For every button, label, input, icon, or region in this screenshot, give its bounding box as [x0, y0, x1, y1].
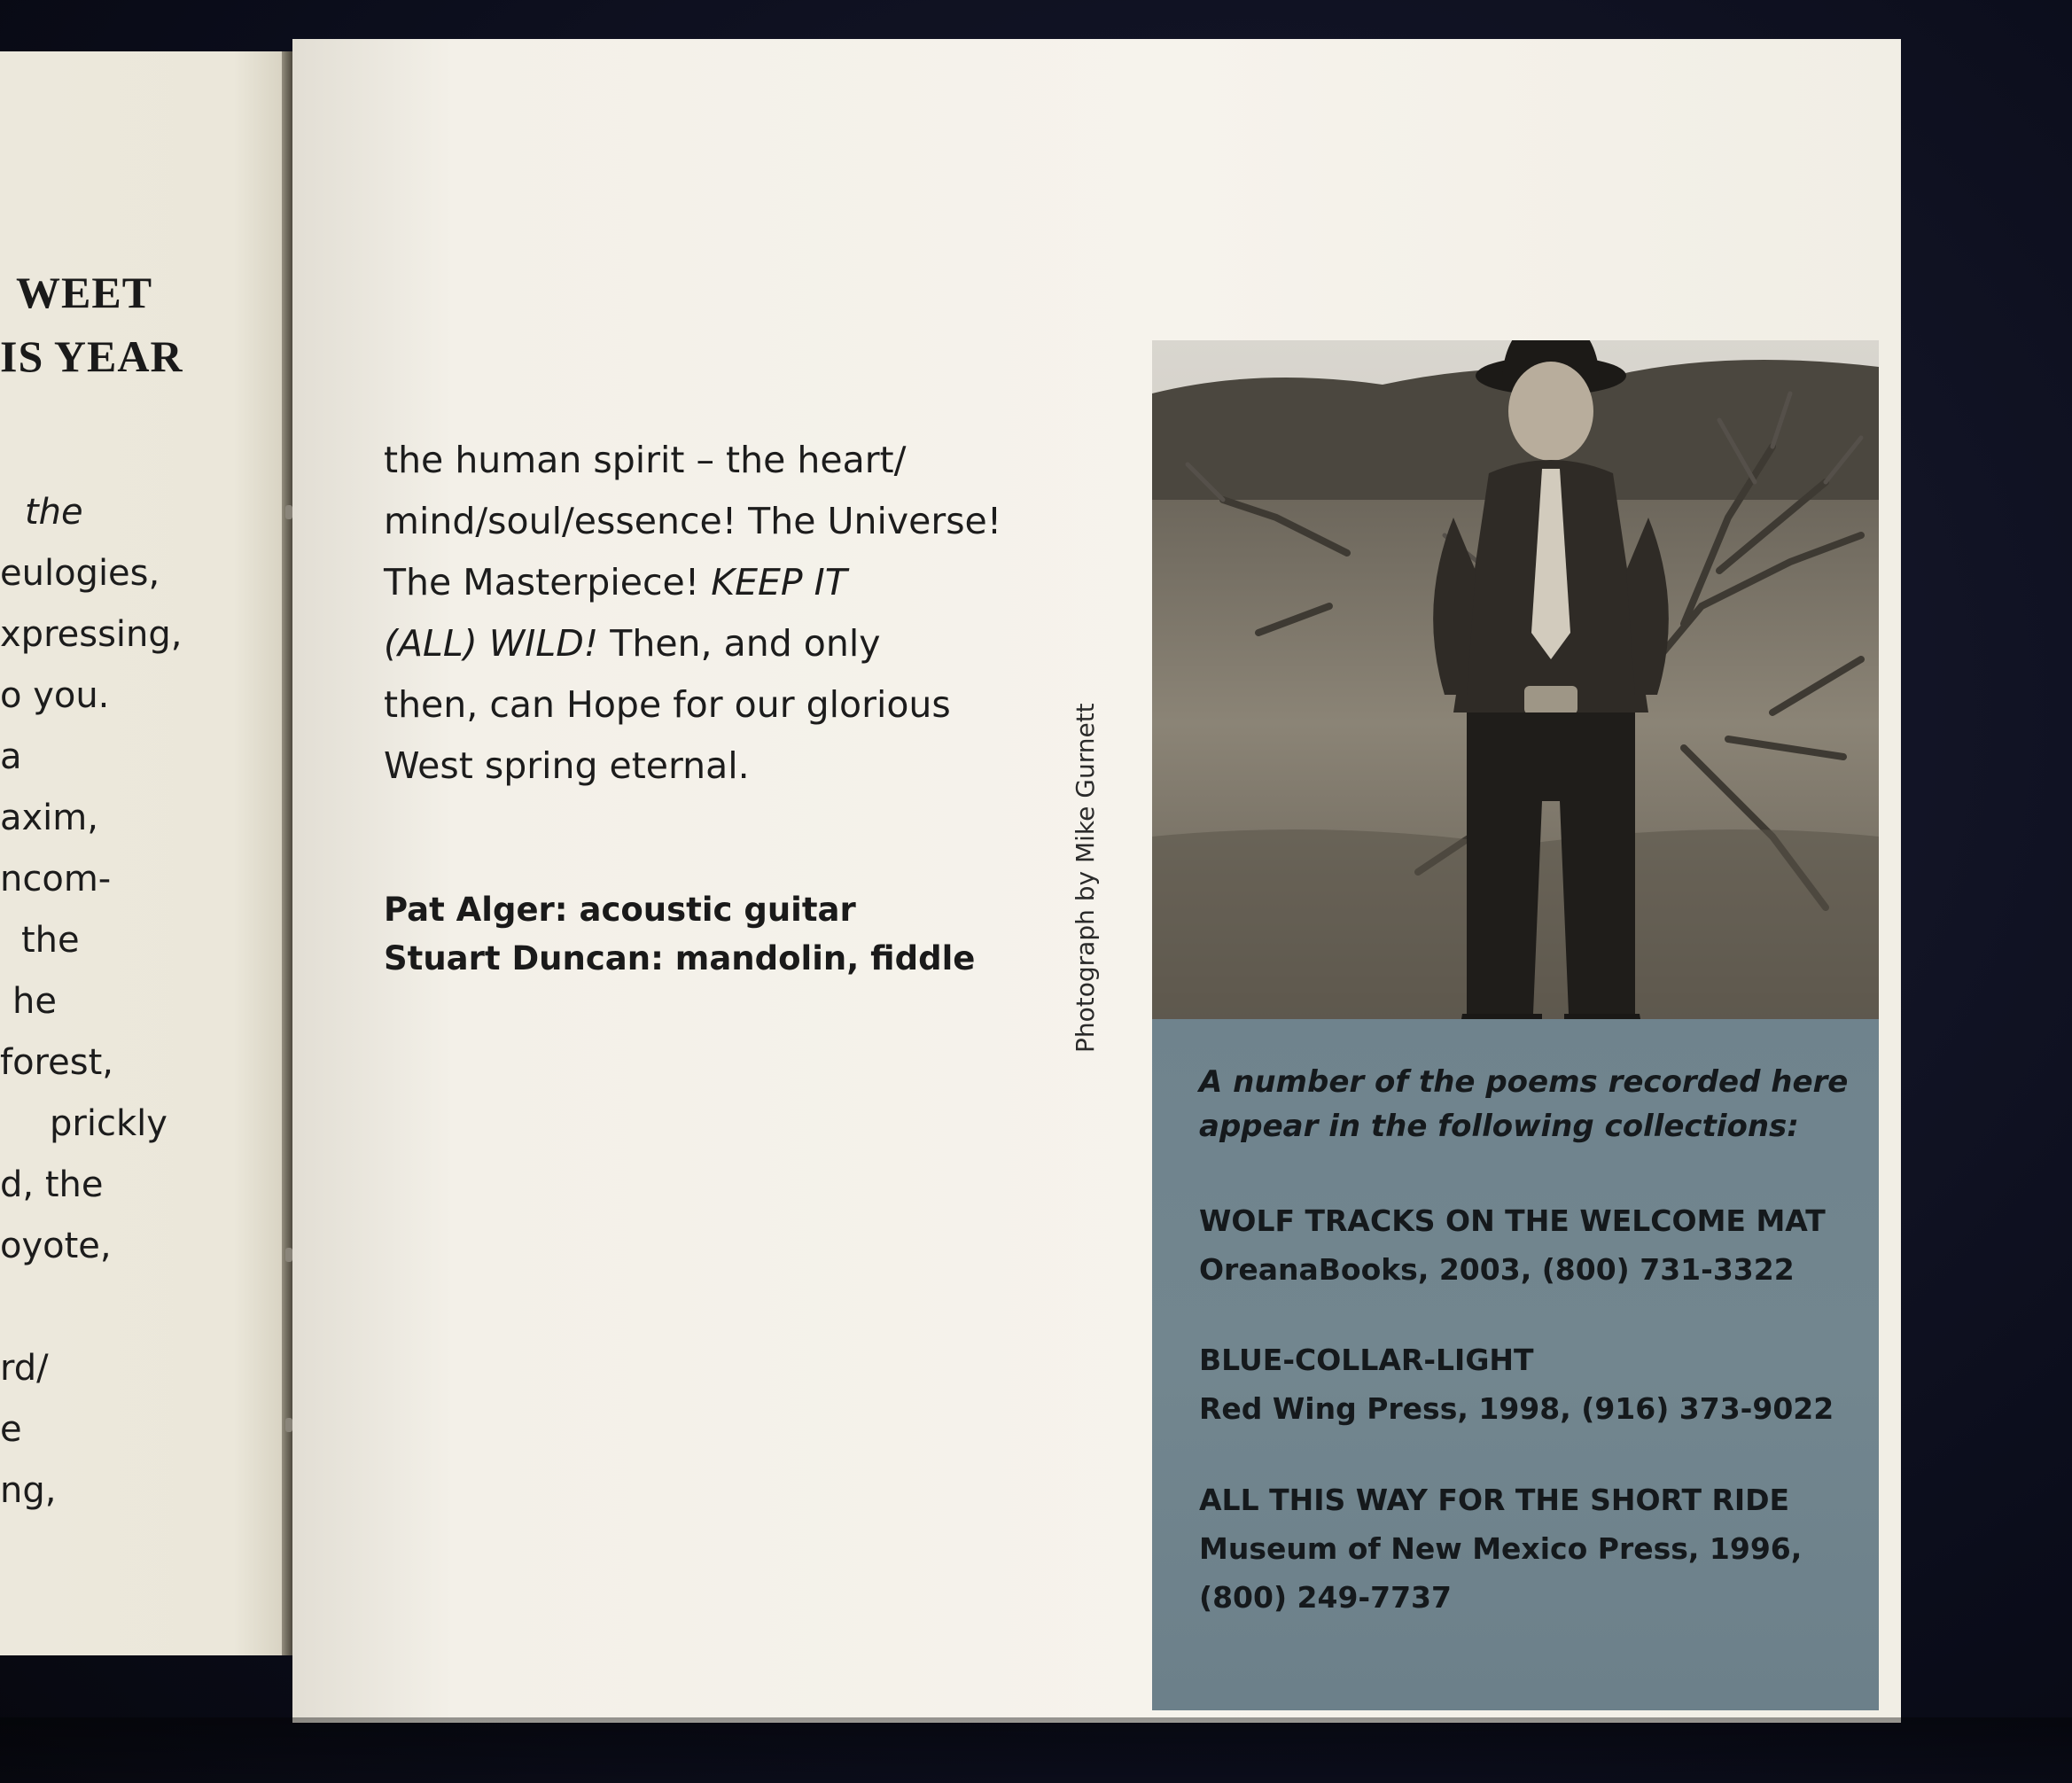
- left-body-line: e: [0, 1409, 22, 1450]
- poem-line: mind/soul/essence! The Universe!: [384, 500, 1002, 542]
- left-body-line: prickly: [50, 1103, 167, 1144]
- photo-credit: Photograph by Mike Gurnett: [1071, 703, 1100, 1053]
- left-body-line: forest,: [0, 1042, 113, 1083]
- collection-details: Museum of New Mexico Press, 1996,: [1199, 1531, 1803, 1566]
- credit-line: Stuart Duncan: mandolin, fiddle: [384, 939, 976, 977]
- staple: [285, 1418, 292, 1432]
- cowboy-photograph: [1152, 340, 1879, 1058]
- left-body-line: ncom-: [0, 859, 112, 899]
- right-page: [292, 39, 1901, 1723]
- collection-details: Red Wing Press, 1998, (916) 373-9022: [1199, 1391, 1834, 1426]
- poem-line: [384, 552, 1119, 613]
- credit-line: Pat Alger: acoustic guitar: [384, 891, 856, 929]
- cowboy-photo-illustration: [1152, 340, 1879, 1058]
- left-body-line: oyote,: [0, 1226, 112, 1266]
- poem-line: the human spirit – the heart/: [384, 439, 907, 481]
- poem-fragment-italic: (ALL) WILD!: [384, 622, 599, 665]
- collection-title: WOLF TRACKS ON THE WELCOME MAT: [1199, 1203, 1826, 1238]
- poem-fragment: The Masterpiece!: [384, 561, 712, 603]
- musician-credits: [384, 885, 1119, 983]
- left-body-line: the: [21, 920, 80, 961]
- collections-box: [1152, 1019, 1879, 1710]
- left-body-line: axim,: [0, 798, 98, 838]
- left-body-line: ng,: [0, 1470, 57, 1511]
- left-heading-line: WEET: [16, 268, 153, 317]
- poem-fragment-italic: KEEP IT: [711, 561, 847, 603]
- poem-text: [384, 430, 1119, 797]
- poem-line: West spring eternal.: [384, 744, 750, 787]
- left-body-line: he: [12, 981, 57, 1022]
- left-heading-line: IS YEAR: [0, 331, 183, 381]
- collection-details: (800) 249-7737: [1199, 1580, 1452, 1615]
- collection-entry: [1199, 1335, 1873, 1433]
- staple: [285, 505, 292, 519]
- intro-line: appear in the following collections:: [1199, 1109, 1799, 1144]
- left-body-line: [0, 1277, 292, 1338]
- collection-entry: [1199, 1475, 1873, 1622]
- collection-title: ALL THIS WAY FOR THE SHORT RIDE: [1199, 1483, 1790, 1517]
- left-body-line: the: [25, 492, 83, 533]
- staple: [285, 1248, 292, 1262]
- left-body-line: rd/: [0, 1348, 49, 1389]
- left-body-line: a: [0, 736, 22, 777]
- collections-intro: [1199, 1060, 1873, 1148]
- intro-line: A number of the poems recorded here: [1199, 1064, 1849, 1100]
- left-body-line: d, the: [0, 1164, 104, 1205]
- collection-title: BLUE-COLLAR-LIGHT: [1199, 1343, 1534, 1377]
- poem-fragment: Then, and only: [598, 622, 881, 665]
- booklet-shadow: [0, 1717, 2072, 1783]
- left-body-line: xpressing,: [0, 614, 183, 655]
- left-page: [0, 51, 292, 1655]
- left-body-line: eulogies,: [0, 553, 160, 594]
- poem-line: [384, 613, 1119, 674]
- left-page-body: [0, 482, 292, 1522]
- poem-line: then, can Hope for our glorious: [384, 683, 951, 726]
- left-page-heading: [0, 261, 292, 388]
- collection-details: OreanaBooks, 2003, (800) 731-3322: [1199, 1252, 1795, 1287]
- collection-entry: [1199, 1196, 1873, 1294]
- left-body-line: o you.: [0, 675, 110, 716]
